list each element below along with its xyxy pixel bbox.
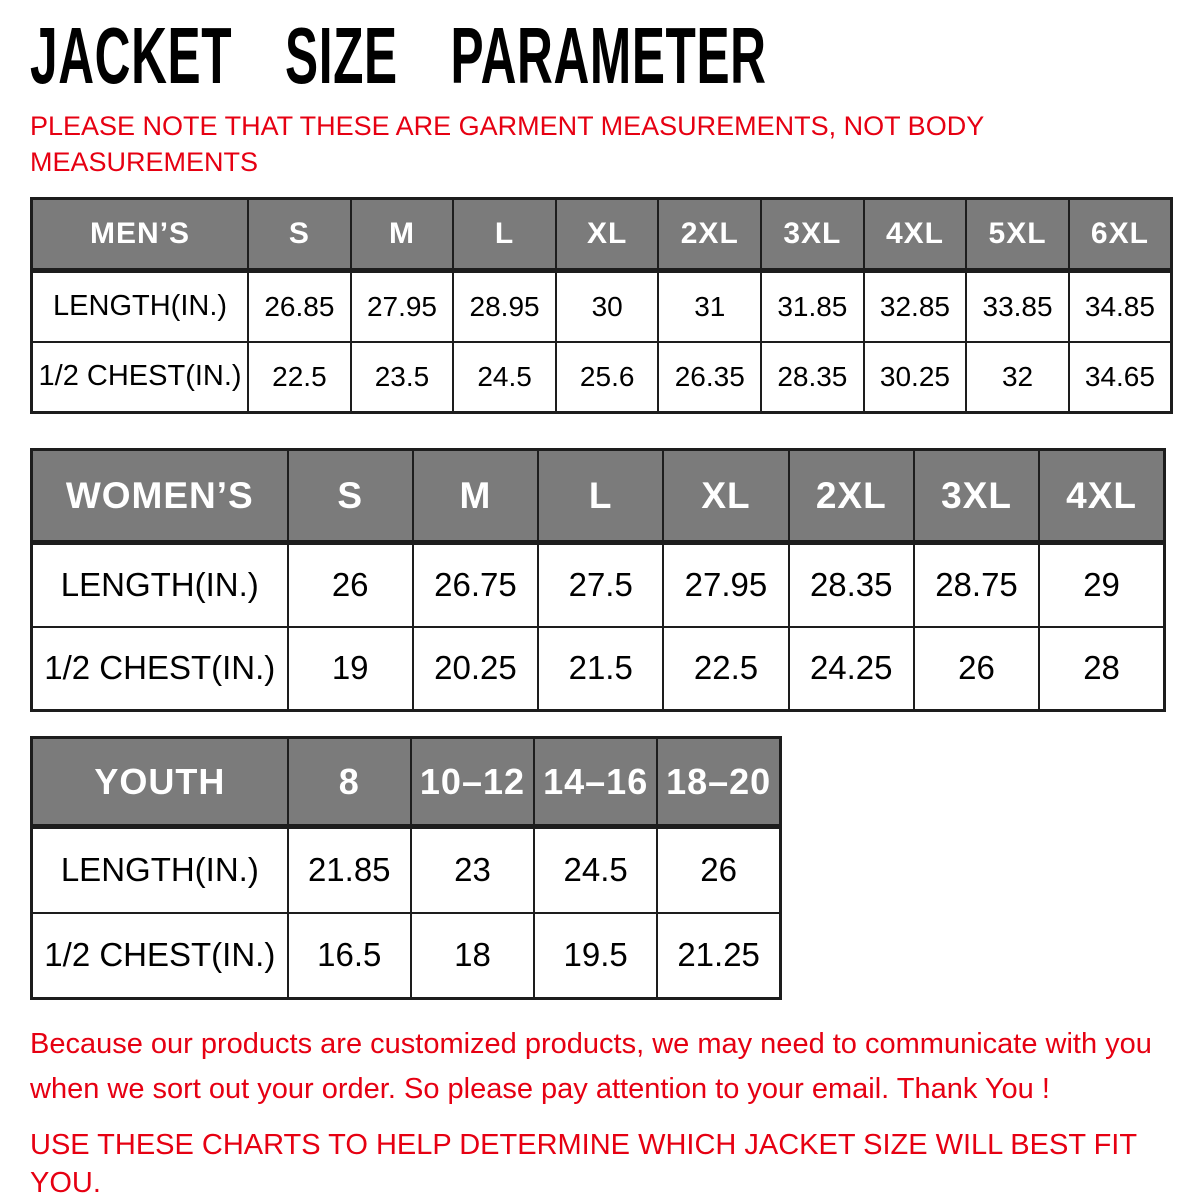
value-cell: 24.5 — [453, 342, 556, 413]
size-header-cell: 8 — [288, 738, 411, 827]
value-cell: 27.95 — [351, 271, 454, 342]
row-label: LENGTH(IN.) — [32, 543, 288, 627]
value-cell: 34.85 — [1069, 271, 1172, 342]
size-header-cell: 3XL — [761, 199, 864, 271]
value-cell: 34.65 — [1069, 342, 1172, 413]
size-header-cell: 18–20 — [657, 738, 780, 827]
table-row — [32, 627, 1165, 711]
value-cell: 22.5 — [248, 342, 351, 413]
value-cell: 26.85 — [248, 271, 351, 342]
size-header-cell: S — [288, 450, 413, 543]
row-label: 1/2 CHEST(IN.) — [32, 627, 288, 711]
garment-note-line2: MEASUREMENTS — [30, 147, 259, 177]
size-header-cell: XL — [663, 450, 788, 543]
value-cell: 28.35 — [789, 543, 914, 627]
value-cell: 21.85 — [288, 827, 411, 913]
mens-header-row — [32, 199, 1172, 271]
value-cell: 18 — [411, 913, 534, 999]
value-cell: 21.5 — [538, 627, 663, 711]
size-header-cell: XL — [556, 199, 659, 271]
value-cell: 33.85 — [966, 271, 1069, 342]
size-header-cell: L — [538, 450, 663, 543]
value-cell: 19 — [288, 627, 413, 711]
page-title-text: JACKET SIZE PARAMETER — [30, 11, 767, 100]
womens-group-label: WOMEN’S — [32, 450, 288, 543]
value-cell: 26 — [914, 627, 1039, 711]
value-cell: 26.35 — [658, 342, 761, 413]
value-cell: 31.85 — [761, 271, 864, 342]
womens-header-row — [32, 450, 1165, 543]
youth-size-table — [30, 736, 782, 1000]
row-label: 1/2 CHEST(IN.) — [32, 342, 249, 413]
value-cell: 26 — [657, 827, 780, 913]
value-cell: 28.75 — [914, 543, 1039, 627]
size-header-cell: 5XL — [966, 199, 1069, 271]
womens-size-table — [30, 448, 1166, 712]
size-header-cell: S — [248, 199, 351, 271]
value-cell: 28.95 — [453, 271, 556, 342]
row-label: LENGTH(IN.) — [32, 827, 288, 913]
value-cell: 20.25 — [413, 627, 538, 711]
value-cell: 29 — [1039, 543, 1164, 627]
value-cell: 23 — [411, 827, 534, 913]
youth-header-row — [32, 738, 781, 827]
value-cell: 24.5 — [534, 827, 657, 913]
youth-size-table-section — [30, 736, 782, 1000]
value-cell: 28 — [1039, 627, 1164, 711]
value-cell: 27.95 — [663, 543, 788, 627]
value-cell: 26 — [288, 543, 413, 627]
size-header-cell: 3XL — [914, 450, 1039, 543]
value-cell: 24.25 — [789, 627, 914, 711]
mens-group-label: MEN’S — [32, 199, 249, 271]
size-header-cell: 6XL — [1069, 199, 1172, 271]
table-row — [32, 271, 1172, 342]
mens-size-table — [30, 197, 1173, 414]
table-row — [32, 913, 781, 999]
womens-size-table-section — [30, 448, 1166, 712]
row-label: 1/2 CHEST(IN.) — [32, 913, 288, 999]
value-cell: 28.35 — [761, 342, 864, 413]
mens-size-table-section — [30, 197, 1173, 414]
youth-group-label: YOUTH — [32, 738, 288, 827]
size-header-cell: M — [413, 450, 538, 543]
garment-note — [30, 108, 984, 180]
size-header-cell: 2XL — [789, 450, 914, 543]
table-row — [32, 342, 1172, 413]
value-cell: 30.25 — [864, 342, 967, 413]
usage-note: USE THESE CHARTS TO HELP DETERMINE WHICH JACKET SIZE WILL BEST FIT YOU. — [30, 1129, 1137, 1199]
size-header-cell: 2XL — [658, 199, 761, 271]
customization-note — [30, 1022, 1152, 1112]
customization-note-line1: Because our products are customized products, we may need to communicate with you — [30, 1028, 1152, 1060]
value-cell: 32 — [966, 342, 1069, 413]
size-header-cell: L — [453, 199, 556, 271]
value-cell: 27.5 — [538, 543, 663, 627]
value-cell: 21.25 — [657, 913, 780, 999]
value-cell: 32.85 — [864, 271, 967, 342]
table-row — [32, 543, 1165, 627]
row-label: LENGTH(IN.) — [32, 271, 249, 342]
value-cell: 16.5 — [288, 913, 411, 999]
size-header-cell: 4XL — [864, 199, 967, 271]
table-row — [32, 827, 781, 913]
value-cell: 25.6 — [556, 342, 659, 413]
value-cell: 22.5 — [663, 627, 788, 711]
value-cell: 26.75 — [413, 543, 538, 627]
value-cell: 19.5 — [534, 913, 657, 999]
size-header-cell: M — [351, 199, 454, 271]
size-header-cell: 10–12 — [411, 738, 534, 827]
size-header-cell: 4XL — [1039, 450, 1164, 543]
value-cell: 23.5 — [351, 342, 454, 413]
page-title — [30, 11, 1200, 100]
value-cell: 31 — [658, 271, 761, 342]
garment-note-line1: PLEASE NOTE THAT THESE ARE GARMENT MEASUREMENTS, NOT BODY — [30, 111, 985, 141]
value-cell: 30 — [556, 271, 659, 342]
size-header-cell: 14–16 — [534, 738, 657, 827]
customization-note-line2: when we sort out your order. So please pay attention to your email. Thank You ! — [30, 1073, 1050, 1105]
